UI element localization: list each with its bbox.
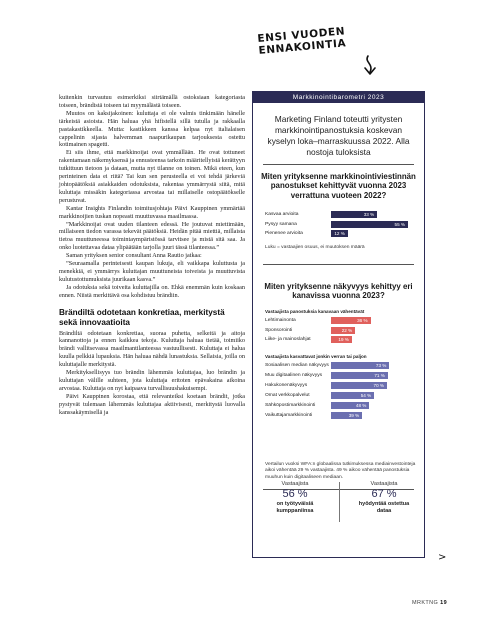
bar-category-label: Lehtimainonta (265, 318, 296, 323)
bar-category-label: Liike- ja mainoslahjat (265, 337, 311, 342)
bar-value-label: 71 % (374, 373, 385, 378)
bar-value-label: 55 % (394, 221, 405, 227)
article-paragraph: kuitenkin turvautuu esimerkiksi siirtämällä ostoksiaan kategoriasta toiseen, brändistä toiseen tai myymälästä toiseen. (59, 94, 245, 109)
article-paragraph: Brändiltä odotetaan konkretiaa, suoraa puhetta, selkeitä ja aitoja kannanottoja ja ennen kaikkea tekoja. Kuluttaja haluaa tietää, toimiiko brändi vallitsevassa maailmantilanteessa vastuullisesti. Kuluttaja ei halua kuulla pelkkiä lupauksia. Hän haluaa nähdä lunastuksia. Sellaisia, joilla on kuluttajalle merkitystä. (59, 329, 245, 369)
stat-value: 56 % (282, 488, 308, 500)
divider (263, 164, 414, 165)
bar (331, 362, 389, 369)
article-paragraph: Ja odotuksia sekä toiveita kuluttajilla on. Ehkä enemmän kuin koskaan ennen. Niistä merkittävä osa kohdistuu brändiin. (59, 283, 245, 299)
group-increase-title: Vastaajista kasvattavat jonkin verran tai paljon (265, 354, 367, 359)
stat-label: Vastaajista (370, 481, 398, 487)
bar (331, 372, 388, 379)
bar (331, 336, 352, 343)
folio-magazine: MRKTNG (412, 600, 439, 606)
bar-category-label: Vaikuttajamarkkinointi (265, 413, 313, 418)
bar (331, 382, 387, 389)
bar (331, 392, 374, 399)
bar (331, 327, 355, 334)
sidebar-header: Markkinointibarometri 2023 (253, 92, 424, 103)
group-reduce-title: Vastaajista panostuksia kanavaan vähentävät (265, 309, 365, 314)
bar-value-label: 19 % (338, 337, 349, 342)
question-2: Miten yrityksenne näkyvyys kehittyy eri kanavissa vuonna 2023? (264, 282, 413, 301)
bar (331, 412, 362, 419)
bar-category-label: Hakukonenäkyvyys (265, 383, 308, 388)
hand-drawn-arrow-icon (360, 54, 380, 82)
stat-label: Vastaajista (281, 481, 309, 487)
bar-category-label: Pienenee arvioita (265, 231, 303, 236)
bar (331, 402, 369, 409)
bar-category-label: Kasvaa arvioita (265, 212, 299, 217)
bar-value-label: 39 % (348, 413, 360, 418)
question-1: Miten yrityksenne markkinointiviestinnän panostukset kehittyvät vuonna 2023 verrattuna vuoteen 2022? (261, 172, 416, 200)
bar-category-label: Pysyy samana (265, 221, 297, 227)
stat-separator (339, 482, 340, 522)
barometer-sidebar (252, 91, 425, 558)
bar-value-label: 22 % (341, 327, 353, 333)
bar (331, 211, 377, 218)
bar (331, 317, 371, 324)
stat-desc: on työtyväisiä kumppaniinsa (276, 501, 314, 514)
bar-category-label: Muu digitaalinen näkyvyys (265, 373, 323, 378)
section-heading: Brändiltä odotetaan konkretiaa, merkitystä sekä innovaatioita (59, 307, 225, 327)
article-paragraph: Ei siis ihme, että markkinoijat ovat ymmällään. He ovat tottuneet rakentamaan näkemyksensä ja ennusteensa tarkoin määritellyistä kerättyyn tutkittuun tietoon ja dataan, mutta nyt tilanne on toinen. Mikä eteen, kun perinteinen data ei riitä? Tai kun sen perusteella ei voi tehdä järkeviä johtopäätöksiä asiakkaiden odotuksista, rakentaa ymmärrystä siitä, mitä kuluttaja missäkin kategoriassa arvostaa tai millaiselle ostopäätökselle perustuvat. (59, 149, 245, 204)
article-paragraph: ”Seuraamalla perinteisesti kaupan lukuja, eli vaikkapa kuluttusta ja menekkiä, ei ymmärrys kuluttajan muuttuneista toiveista ja muuttuvista kulutustottumuksista juurikaan kasva.” (59, 260, 245, 283)
stat-satisfied (263, 481, 327, 514)
article-body-2 (59, 330, 245, 417)
handwritten-note: ENSI VUODEN ENNAKOINTIA (257, 25, 347, 57)
stat-value: 67 % (371, 488, 397, 500)
article-paragraph: Kantar Insights Finlandin toimitusjohtaja Päivi Kauppinen ymmärtää markkinoijien tuskan nopeasti muuttuvassa maailmassa. (59, 204, 245, 220)
bar (331, 230, 348, 237)
bar-value-label: 70 % (373, 383, 384, 388)
bar (331, 221, 408, 228)
divider (263, 264, 414, 265)
bar-value-label: 73 % (375, 363, 387, 368)
page-folio (412, 600, 447, 606)
bar-value-label: 54 % (360, 393, 372, 398)
article-paragraph: Merkityksellisyys tuo brändin lähemmäs kuluttajaa, luo brändin ja kuluttajan välille suhteen, jota kuluttaja eritoten epävakaina aikoina arvostaa. Kuluttaja on nyt kaipaava turvallisuushakuisempi. (59, 369, 245, 392)
article-paragraph: Muutos on kaksijakoinen: kuluttaja ei ole valmis tinkimään hänelle tärkeistä asioista. Hän haluaa yhä hifistellä sillä tutulla ja rakkaalla pastakastikkeella. Mutta: kastikkeen kanssa kelpaa nyt italialaisen cappelinin sijasta halvemman naapurikaupan tarjouksesta ostettu kotimainen spagetti. (59, 109, 245, 149)
bar-value-label: 48 % (355, 403, 367, 408)
stat-desc: hyödyntää ostettua dataa (358, 501, 410, 514)
bar-category-label: Sähköpostimarkkinointi (265, 403, 316, 408)
bar-category-label: Sosiaalisen median näkyvyys (265, 363, 329, 368)
article-paragraph: ”Markkinoijat ovat uuden tilanteen edessä. He joutuvat miettimään, millaiseen tiedon varassa tekevät päätöksiä. Heidän pitää miettiä, millaista tietoa muuttuneessa toimintaympäristössä tarvitsee ja mistä sitä saa. Ja onko luotettavaa dataa ylipäätään tarjolla juuri tässä tilanteessa.” (59, 220, 245, 252)
article-column (59, 94, 245, 417)
sidebar-intro: Marketing Finland toteutti yritysten markkinointipanostuksia koskevan kyselyn loka–marraskuussa 2022. Alla nostoja tuloksista (267, 114, 410, 157)
stat-bought-data (352, 481, 416, 514)
article-paragraph: Päivi Kauppinen korostaa, että relevanteiksi koetaan brändit, jotka pystyvät tulemaan lähemmäs kuluttajaa aktiivisesti, merkitystä luovalla kanssakäymisellä ja (59, 392, 245, 416)
article-paragraph: Saman yrityksen senior consultant Anna Rautio jatkaa: (66, 252, 202, 260)
page-number: 19 (440, 600, 448, 606)
bar-value-label: 33 % (363, 212, 375, 217)
bar-value-label: 36 % (357, 318, 368, 323)
bar-category-label: Omat verkkopalvelut (265, 393, 310, 398)
chart-note: Luku = vastaajien osuus, ei muutoksen määrä (265, 245, 365, 250)
next-page-arrow-icon: > (438, 552, 447, 563)
bar-category-label: Sponsorointi (265, 327, 293, 333)
article-body-1 (59, 94, 245, 300)
footnote: Vertailun vuoksi WFA:n globaalissa tutkimuksessa mediainvestointeja aikoi vähentää 29 % vastaajista. 49 % aikoo vähentää panostuksia muuhun kuin digitaaliseen mediaan. (265, 462, 416, 480)
bar-value-label: 12 % (334, 231, 345, 236)
